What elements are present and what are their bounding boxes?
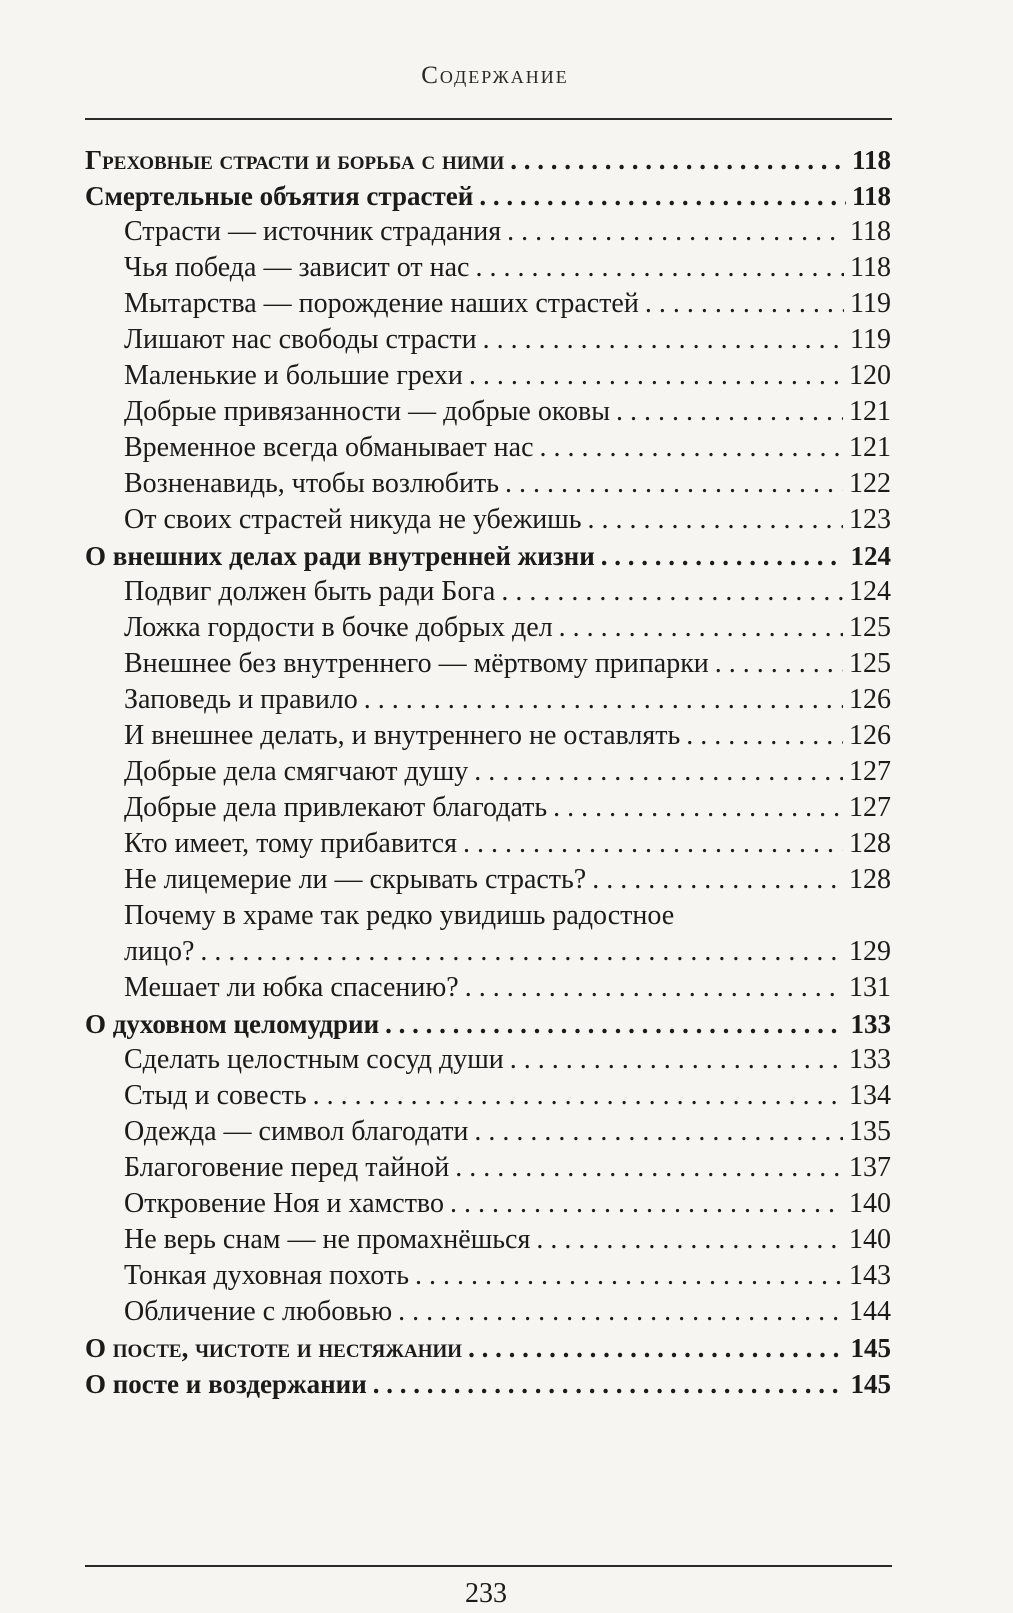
toc-entry-title: Добрые дела смягчают душу — [124, 756, 469, 787]
toc-entry-title: Мешает ли юбка спасению? — [124, 972, 459, 1003]
toc-entry-page: 140 — [849, 1224, 891, 1255]
dot-leader — [200, 934, 843, 970]
toc-entry — [85, 502, 891, 538]
toc-entry — [85, 826, 891, 862]
toc-entry — [85, 1186, 891, 1222]
toc-entry-title: Чья победа — зависит от нас — [124, 252, 470, 283]
toc-entry-page: 133 — [850, 1009, 891, 1039]
toc-entry-title: Заповедь и правило — [124, 684, 358, 715]
toc-section-entry — [85, 178, 891, 214]
dot-leader — [601, 538, 845, 574]
dot-leader — [645, 286, 844, 322]
toc-entry-page: 126 — [849, 684, 891, 715]
dot-leader — [559, 610, 843, 646]
toc-entry-page: 119 — [850, 288, 891, 319]
toc-entry-title: Почему в храме так редко увидишь радостное — [124, 900, 675, 931]
toc-entry-title: Стыд и совесть — [124, 1080, 307, 1111]
toc-section-entry — [85, 1006, 891, 1042]
toc-entry-title: Лишают нас свободы страсти — [124, 324, 477, 355]
toc-entry — [85, 1042, 891, 1078]
toc-entry-title: Добрые привязанности — добрые оковы — [124, 396, 611, 427]
toc-entry-title: Смертельные объятия страстей — [85, 181, 474, 211]
toc-entry — [85, 1078, 891, 1114]
toc-entry — [85, 790, 891, 826]
dot-leader — [469, 358, 843, 394]
dot-leader — [450, 1186, 843, 1222]
toc-entry — [85, 214, 891, 250]
toc-entry-title: Кто имеет, тому прибавится — [124, 828, 457, 859]
table-of-contents — [85, 142, 891, 1402]
toc-entry-title: Добрые дела привлекают благодать — [124, 792, 548, 823]
dot-leader — [501, 574, 843, 610]
footer-rule — [85, 1565, 892, 1567]
toc-entry-page: 140 — [849, 1188, 891, 1219]
toc-entry-title: лицо? — [124, 936, 195, 967]
toc-entry-title: Маленькие и большие грехи — [124, 360, 463, 391]
toc-entry-title: Не лицемерие ли — скрывать страсть? — [124, 864, 587, 895]
toc-entry-page: 128 — [849, 828, 891, 859]
toc-entry — [85, 466, 891, 502]
toc-entry-title: Обличение с любовью — [124, 1296, 393, 1327]
dot-leader — [463, 826, 843, 862]
dot-leader — [505, 466, 843, 502]
toc-entry — [85, 394, 891, 430]
dot-leader — [476, 250, 845, 286]
toc-entry-page: 133 — [849, 1044, 891, 1075]
dot-leader — [536, 1222, 843, 1258]
toc-entry-page: 131 — [849, 972, 891, 1003]
dot-leader — [415, 1258, 843, 1294]
dot-leader — [373, 1366, 845, 1402]
toc-entry — [85, 718, 891, 754]
toc-entry — [85, 430, 891, 466]
dot-leader — [553, 790, 843, 826]
toc-entry-page: 118 — [851, 181, 891, 211]
toc-entry-page: 124 — [849, 576, 891, 607]
dot-leader — [398, 1294, 843, 1330]
dot-leader — [479, 178, 846, 214]
toc-entry-page: 129 — [849, 936, 891, 967]
toc-entry-page: 123 — [849, 504, 891, 535]
dot-leader — [385, 1006, 844, 1042]
toc-entry-page: 127 — [849, 792, 891, 823]
toc-entry-title: Временное всегда обманывает нас — [124, 432, 534, 463]
toc-entry — [85, 934, 891, 970]
toc-entry-title: О посте и воздержании — [85, 1369, 367, 1399]
toc-entry-page: 121 — [849, 396, 891, 427]
toc-entry-title: Ложка гордости в бочке добрых дел — [124, 612, 553, 643]
dot-leader — [364, 682, 843, 718]
toc-entry — [85, 970, 891, 1006]
dot-leader — [465, 970, 843, 1006]
toc-entry-title: Страсти — источник страдания — [124, 216, 502, 247]
toc-entry-page: 137 — [849, 1152, 891, 1183]
toc-entry-title: Внешнее без внутреннего — мёртвому припарки — [124, 648, 709, 679]
dot-leader — [474, 754, 843, 790]
toc-entry — [85, 250, 891, 286]
toc-entry-page: 118 — [850, 216, 891, 247]
toc-entry-title: Мытарства — порождение наших страстей — [124, 288, 639, 319]
toc-entry-page: 135 — [849, 1116, 891, 1147]
toc-section-entry — [85, 1366, 891, 1402]
toc-entry-page: 144 — [849, 1296, 891, 1327]
toc-entry — [85, 358, 891, 394]
toc-entry — [85, 322, 891, 358]
toc-entry-title: Одежда — символ благодати — [124, 1116, 469, 1147]
toc-entry-title: Возненавидь, чтобы возлюбить — [124, 468, 500, 499]
dot-leader — [686, 718, 843, 754]
toc-entry-page: 121 — [849, 432, 891, 463]
toc-entry-page: 118 — [850, 252, 891, 283]
dot-leader — [313, 1078, 843, 1114]
running-head: Содержание — [421, 62, 569, 89]
toc-entry-title: От своих страстей никуда не убежишь — [124, 504, 582, 535]
toc-entry-page: 120 — [849, 360, 891, 391]
toc-section-entry — [85, 538, 891, 574]
toc-entry — [85, 286, 891, 322]
toc-entry-page: 128 — [849, 864, 891, 895]
dot-leader — [474, 1114, 843, 1150]
toc-entry-page: 127 — [849, 756, 891, 787]
toc-entry-page: 119 — [850, 324, 891, 355]
dot-leader — [510, 1042, 843, 1078]
toc-entry-page: 125 — [849, 648, 891, 679]
toc-entry — [85, 1258, 891, 1294]
toc-entry-title: Не верь снам — не промахнёшься — [124, 1224, 531, 1255]
toc-entry-title: Откровение Ноя и хамство — [124, 1188, 444, 1219]
toc-entry-title: Греховные страсти и борьба с ними — [85, 145, 505, 175]
toc-entry-page: 126 — [849, 720, 891, 751]
toc-entry-page: 125 — [849, 612, 891, 643]
toc-entry-page: 118 — [851, 145, 891, 175]
dot-leader — [483, 322, 844, 358]
toc-entry — [85, 1222, 891, 1258]
dot-leader — [468, 1330, 844, 1366]
toc-entry-title: Подвиг должен быть ради Бога — [124, 576, 496, 607]
dot-leader — [592, 862, 843, 898]
toc-entry — [85, 610, 891, 646]
toc-section-entry — [85, 142, 891, 178]
toc-entry-page: 124 — [850, 541, 891, 571]
dot-leader — [507, 214, 844, 250]
dot-leader — [616, 394, 843, 430]
toc-entry — [85, 754, 891, 790]
toc-entry-title: Благоговение перед тайной — [124, 1152, 450, 1183]
toc-entry-title: Сделать целостным сосуд души — [124, 1044, 504, 1075]
toc-entry-page: 145 — [850, 1333, 891, 1363]
header-rule — [85, 118, 892, 120]
dot-leader — [455, 1150, 843, 1186]
toc-entry — [85, 1294, 891, 1330]
toc-entry-page: 122 — [849, 468, 891, 499]
toc-entry-title: О духовном целомудрии — [85, 1009, 380, 1039]
dot-leader — [588, 502, 843, 538]
toc-entry — [85, 574, 891, 610]
toc-entry-title: О посте, чистоте и нестяжании — [85, 1333, 463, 1363]
toc-entry-page: 134 — [849, 1080, 891, 1111]
toc-entry — [85, 862, 891, 898]
toc-entry — [85, 1150, 891, 1186]
toc-entry — [85, 646, 891, 682]
toc-entry — [85, 1114, 891, 1150]
toc-entry — [85, 898, 891, 934]
page-number: 233 — [465, 1578, 507, 1609]
toc-entry-title: Тонкая духовная похоть — [124, 1260, 410, 1291]
dot-leader — [715, 646, 843, 682]
toc-entry — [85, 682, 891, 718]
dot-leader — [510, 142, 846, 178]
toc-entry-page: 143 — [849, 1260, 891, 1291]
toc-entry-title: И внешнее делать, и внутреннего не оставлять — [124, 720, 681, 751]
toc-entry-title: О внешних делах ради внутренней жизни — [85, 541, 595, 571]
dot-leader — [540, 430, 843, 466]
toc-section-entry — [85, 1330, 891, 1366]
toc-entry-page: 145 — [850, 1369, 891, 1399]
